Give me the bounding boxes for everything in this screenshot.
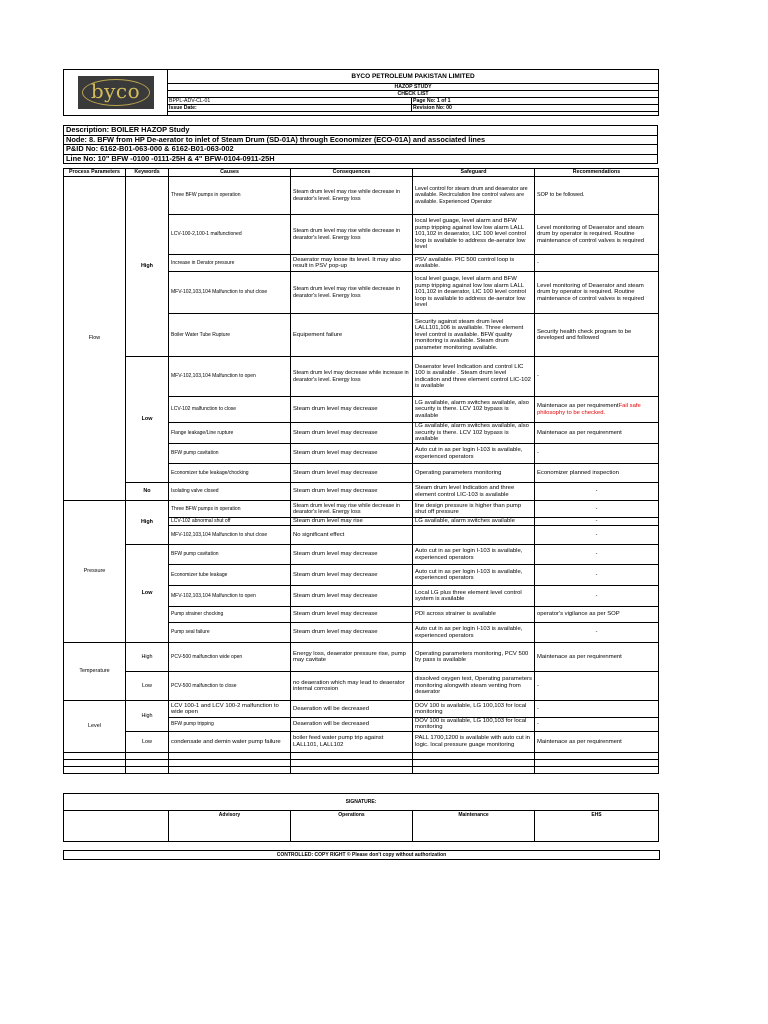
issue-date: Issue Date: bbox=[168, 105, 412, 112]
consequence-cell: Steam drum levl may decrease while increase in dearator's level. Energy loss bbox=[291, 357, 413, 397]
keyword-high: High bbox=[126, 701, 169, 732]
col-header: Process Parameters bbox=[64, 169, 126, 177]
cause-cell: LCV 100-1 and LCV 100-2 malfunction to wide open bbox=[169, 701, 291, 718]
recommendation-cell: - bbox=[535, 518, 659, 526]
safeguard-cell: line design pressure is higher than pump shut off pressure bbox=[413, 501, 535, 518]
table-row bbox=[64, 701, 659, 718]
cause-cell: Isolating valve closed bbox=[169, 483, 291, 501]
fail-safe-note: Fail safe philosophy to be checked. bbox=[537, 403, 641, 416]
safeguard-cell: Local LG plus three element level control system is available bbox=[413, 586, 535, 607]
cause-cell: Three BFW pumps in operation bbox=[169, 177, 291, 215]
cause-cell: Economizer tube leakage/chocking bbox=[169, 464, 291, 483]
consequence-cell: Steam drum level may decrease bbox=[291, 423, 413, 444]
consequence-cell: Steam drum level may decrease bbox=[291, 464, 413, 483]
recommendation-cell: Level monitoring of Deaerator and steam drum by operator is required. Routine maintenance of control valves is required bbox=[535, 215, 659, 255]
consequence-cell: Steam drum level may decrease bbox=[291, 545, 413, 565]
param-temperature: Temperature bbox=[64, 643, 126, 701]
consequence-cell: Steam drum level may rise bbox=[291, 518, 413, 526]
safeguard-cell: DOV 100 is available, LG 100,103 for local monitoring bbox=[413, 701, 535, 718]
signature-advisory: Advisory bbox=[169, 811, 291, 842]
cause-cell: MFV-102,103,104 Malfunction to open bbox=[169, 586, 291, 607]
keyword-high: High bbox=[126, 643, 169, 672]
keyword-no: No bbox=[126, 483, 169, 501]
table-row bbox=[64, 177, 659, 215]
safeguard-cell: LG available, alarm switches available, also security is there. LCV 102 bypass is available bbox=[413, 397, 535, 423]
cause-cell: BFW pump cavitation bbox=[169, 444, 291, 464]
safeguard-cell: PDI across strainer is available bbox=[413, 607, 535, 623]
safeguard-cell bbox=[413, 526, 535, 545]
safeguard-cell: Auto cut in as per login I-103 is available, experienced operators bbox=[413, 545, 535, 565]
logo-text: byco bbox=[90, 79, 141, 103]
safeguard-cell: PALL 1700,1200 is available with auto cut in logic. local pressure guage monitoring bbox=[413, 731, 535, 752]
copyright-footer: CONTROLLED: COPY RIGHT © Please don't copy without authorization bbox=[63, 850, 660, 860]
signature-block bbox=[63, 793, 659, 842]
col-header: Consequences bbox=[291, 169, 413, 177]
safeguard-cell: local level guage, level alarm and BFW pump tripping against low low alarm LALL 101,102 in deaerator, LIC 100 level control loop is available to address de-aerator low level bbox=[413, 215, 535, 255]
consequence-cell: Steam drum level may rise while decrease in dearator's level. Energy loss bbox=[291, 501, 413, 518]
consequence-cell: Deaeration will be decreased bbox=[291, 701, 413, 718]
consequence-cell: no deaeration which may lead to deaerator internal corrosion bbox=[291, 672, 413, 701]
table-row bbox=[64, 483, 659, 501]
cause-cell: Economizer tube leakage bbox=[169, 565, 291, 586]
consequence-cell: Steam drum level may rise while decrease in dearator's level. Energy loss bbox=[291, 177, 413, 215]
cause-cell: MFV-102,103,104 Malfunction to open bbox=[169, 357, 291, 397]
study-title: HAZOP STUDY bbox=[168, 84, 659, 91]
keyword-low: Low bbox=[126, 672, 169, 701]
recommendation-cell: - bbox=[535, 483, 659, 501]
keyword-low: Low bbox=[126, 731, 169, 752]
safeguard-cell: Auto cut in as per login I-103 is available, experienced operators bbox=[413, 444, 535, 464]
recommendation-cell: - bbox=[535, 545, 659, 565]
col-header: Safeguard bbox=[413, 169, 535, 177]
study-info bbox=[63, 125, 658, 164]
consequence-cell: Equipement failure bbox=[291, 314, 413, 357]
signature-operations: Operations bbox=[291, 811, 413, 842]
consequence-cell: Steam drum level may decrease bbox=[291, 483, 413, 501]
recommendation-cell: - bbox=[535, 526, 659, 545]
pid-line: P&ID No: 6162-B01-063-000 & 6162-B01-063-002 bbox=[64, 145, 658, 155]
page-number: Page No: 1 of 1 bbox=[412, 98, 659, 105]
keyword-high: High bbox=[126, 177, 169, 357]
table-row bbox=[64, 545, 659, 565]
consequence-cell: Deaerator may loose its level. It may also result in PSV pop-up bbox=[291, 255, 413, 272]
cause-cell: Pump seal failure bbox=[169, 623, 291, 643]
safeguard-cell: PSV available. PIC 500 control loop is available. bbox=[413, 255, 535, 272]
table-row bbox=[64, 643, 659, 672]
cause-cell: LCV-102 malfunction to close bbox=[169, 397, 291, 423]
consequence-cell: Steam drum level may decrease bbox=[291, 607, 413, 623]
recommendation-cell: Security health check program to be developed and followed bbox=[535, 314, 659, 357]
table-row bbox=[64, 501, 659, 518]
recommendation-text: Maintenace as per requirement bbox=[537, 403, 619, 410]
table-row bbox=[64, 357, 659, 397]
recommendation-cell: - bbox=[535, 357, 659, 397]
cause-cell: Increase in Derator pressure bbox=[169, 255, 291, 272]
cause-cell: PCV-500 malfunction wide open bbox=[169, 643, 291, 672]
cause-cell: condensate and demin water pump failure bbox=[169, 731, 291, 752]
safeguard-cell: local level guage, level alarm and BFW pump tripping against low low alarm LALL 101,102 in deaerator, LIC 100 level control loop is available to address de-aerator low level bbox=[413, 272, 535, 314]
recommendation-cell: - bbox=[535, 718, 659, 732]
recommendation-cell: - bbox=[535, 501, 659, 518]
table-header-row bbox=[64, 169, 659, 177]
col-header: Keywords bbox=[126, 169, 169, 177]
recommendation-cell bbox=[535, 397, 659, 423]
safeguard-cell: Operating parameters monitoring bbox=[413, 464, 535, 483]
doc-number: BPPL-ADV-CL-01 bbox=[168, 98, 412, 105]
cause-cell: BFW pump cavitation bbox=[169, 545, 291, 565]
consequence-cell: boiler feed water pump trip against LALL101, LALL102 bbox=[291, 731, 413, 752]
safeguard-cell: Auto cut in as per login I-103 is available, experienced operators bbox=[413, 623, 535, 643]
recommendation-cell: - bbox=[535, 444, 659, 464]
recommendation-cell: Maintenace as per requirenment bbox=[535, 643, 659, 672]
blank-row bbox=[64, 752, 659, 759]
safeguard-cell: LG available, alarm switches available, also security is there. LCV 102 bypass is available bbox=[413, 423, 535, 444]
cause-cell: Pump strainer chocking bbox=[169, 607, 291, 623]
safeguard-cell: Operating parameters monitoring, PCV 500 by pass is available bbox=[413, 643, 535, 672]
recommendation-cell: operator's vigilance as per SOP bbox=[535, 607, 659, 623]
revision-number: Revision No: 00 bbox=[412, 105, 659, 112]
recommendation-cell: - bbox=[535, 701, 659, 718]
safeguard-cell: dissolved oxygen test, Operating parameters monitoring alongwith steam venting from deaerator bbox=[413, 672, 535, 701]
cause-cell: MFV-102,103,104 Malfunction to shut close bbox=[169, 526, 291, 545]
consequence-cell: Steam drum level may decrease bbox=[291, 444, 413, 464]
safeguard-cell: Deaerator level Indication and control LIC 100 is available . Steam drum level indication and three element control LIC-102 is available bbox=[413, 357, 535, 397]
consequence-cell: Steam drum level may decrease bbox=[291, 565, 413, 586]
consequence-cell: Steam drum level may rise while decrease in dearator's level. Energy loss bbox=[291, 272, 413, 314]
cause-cell: Flange leakage/Line rupture bbox=[169, 423, 291, 444]
consequence-cell: Steam drum level may decrease bbox=[291, 397, 413, 423]
safeguard-cell: Security against steam drum level LALL101,106 is availiable. Three element level control is available. BFW quality monitoring is available. Steam drum parameter monitoring available. bbox=[413, 314, 535, 357]
safeguard-cell: Auto cut in as per login I-103 is available, experienced operators bbox=[413, 565, 535, 586]
keyword-high: High bbox=[126, 501, 169, 545]
keyword-low: Low bbox=[126, 357, 169, 483]
checklist-title: CHECK LIST bbox=[168, 91, 659, 98]
recommendation-cell: - bbox=[535, 586, 659, 607]
signature-ehs: EHS bbox=[535, 811, 659, 842]
col-header: Causes bbox=[169, 169, 291, 177]
param-pressure: Pressure bbox=[64, 501, 126, 643]
cause-cell: Three BFW pumps in operation bbox=[169, 501, 291, 518]
recommendation-cell: Level monitoring of Deaerator and steam drum by operator is required. Routine maintenance of control valves is required bbox=[535, 272, 659, 314]
cause-cell: LCV-100-2,100-1 malfunctioned bbox=[169, 215, 291, 255]
cause-cell: MFV-102,103,104 Malfunction to shut close bbox=[169, 272, 291, 314]
safeguard-cell: Level control for steam drum and deaerator are available. Recirculation line control valves are available. Experienced Operator bbox=[413, 177, 535, 215]
company-logo bbox=[64, 70, 168, 116]
blank-row bbox=[64, 759, 659, 766]
recommendation-cell: - bbox=[535, 565, 659, 586]
recommendation-cell: - bbox=[535, 623, 659, 643]
blank-row bbox=[64, 766, 659, 773]
document-header bbox=[63, 69, 659, 116]
recommendation-cell: Maintenace as per requirenment bbox=[535, 731, 659, 752]
header-spacer bbox=[168, 112, 659, 116]
signature-maintenance: Maintenance bbox=[413, 811, 535, 842]
recommendation-cell: Economizer planned inspection bbox=[535, 464, 659, 483]
consequence-cell: Steam drum level may decrease bbox=[291, 623, 413, 643]
keyword-low: Low bbox=[126, 545, 169, 643]
table-row bbox=[64, 731, 659, 752]
signature-title: SIGNATURE: bbox=[64, 794, 659, 811]
safeguard-cell: Steam drum level Indication and three element control LIC-103 is available bbox=[413, 483, 535, 501]
signature-blank bbox=[64, 811, 169, 842]
consequence-cell: Steam drum level may rise while decrease in dearator's level. Energy loss bbox=[291, 215, 413, 255]
consequence-cell: No significant effect bbox=[291, 526, 413, 545]
hazop-table bbox=[63, 168, 659, 774]
cause-cell: PCV-500 malfunction to close bbox=[169, 672, 291, 701]
recommendation-cell: - bbox=[535, 255, 659, 272]
col-header: Recommendations bbox=[535, 169, 659, 177]
recommendation-cell: Maintenace as per requirenment bbox=[535, 423, 659, 444]
node-line: Node: 8. BFW from HP De-aerator to inlet of Steam Drum (SD-01A) through Economizer (ECO-01A) and associated lines bbox=[64, 135, 658, 145]
recommendation-cell: - bbox=[535, 672, 659, 701]
line-number: Line No: 10" BFW -0100 -0111-25H & 4" BFW-0104-0911-25H bbox=[64, 154, 658, 164]
consequence-cell: Deaeration will be decreased bbox=[291, 718, 413, 732]
safeguard-cell: LG available, alarm switches available bbox=[413, 518, 535, 526]
param-level: Level bbox=[64, 701, 126, 753]
cause-cell: LCV-102 abnormal shut off bbox=[169, 518, 291, 526]
safeguard-cell: DOV 100 is available, LG 100,103 for local monitoring bbox=[413, 718, 535, 732]
company-name: BYCO PETROLEUM PAKISTAN LIMITED bbox=[168, 70, 659, 84]
table-row bbox=[64, 672, 659, 701]
description-line: Description: BOILER HAZOP Study bbox=[64, 126, 658, 136]
param-flow: Flow bbox=[64, 177, 126, 501]
consequence-cell: Energy loss, deaerator pressure rise, pump may cavitate bbox=[291, 643, 413, 672]
recommendation-cell: SOP to be followed. bbox=[535, 177, 659, 215]
consequence-cell: Steam drum level may decrease bbox=[291, 586, 413, 607]
cause-cell: Boiler Water Tube Rupture bbox=[169, 314, 291, 357]
cause-cell: BFW pump tripping bbox=[169, 718, 291, 732]
